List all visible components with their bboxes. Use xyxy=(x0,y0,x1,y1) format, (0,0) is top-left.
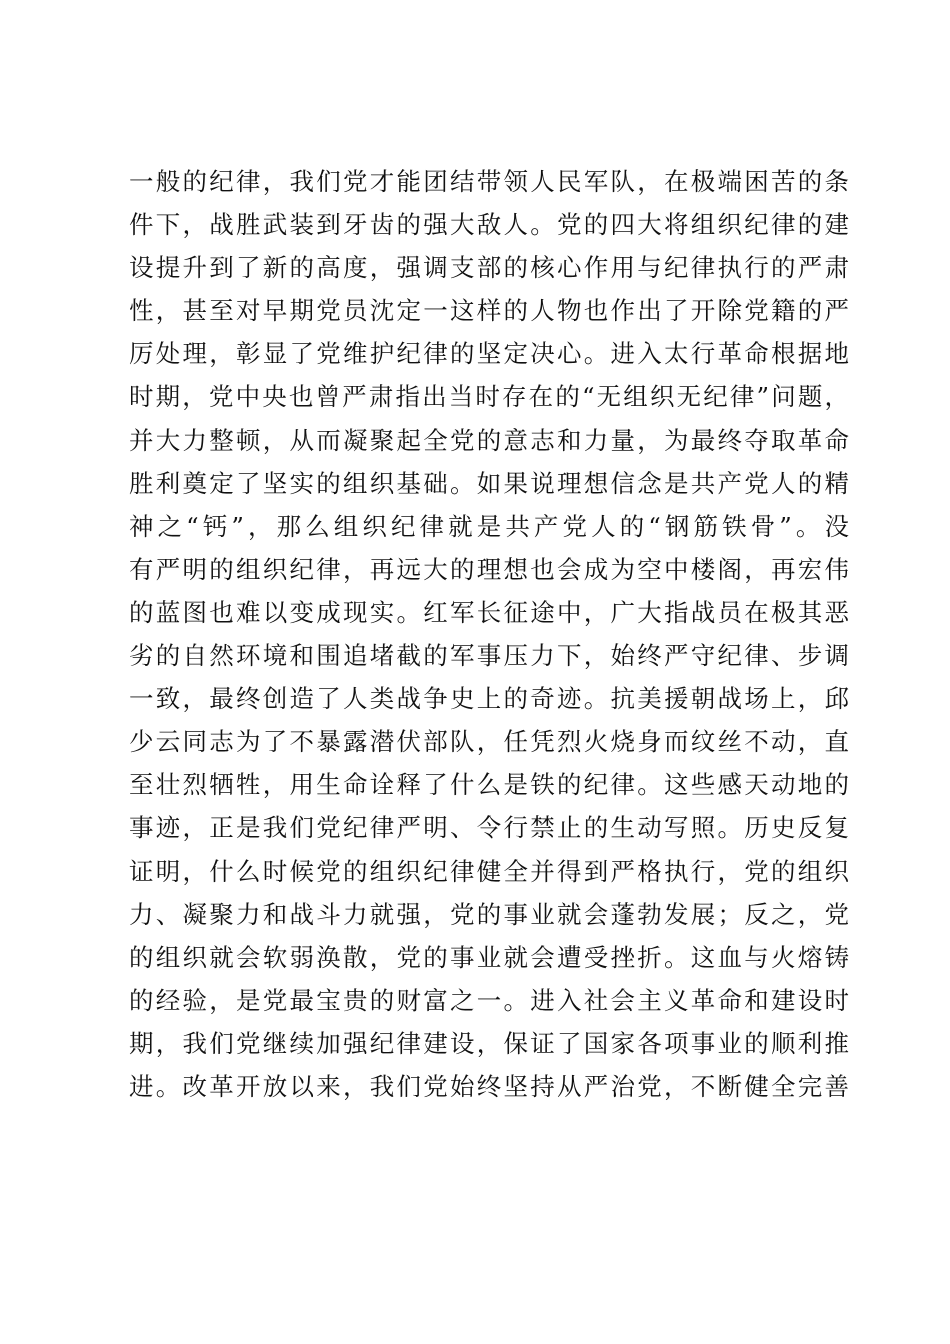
text-line: 进。改革开放以来，我们党始终坚持从严治党，不断健全完善 xyxy=(129,1071,849,1101)
text-line: 劣的自然环境和围追堵截的军事压力下，始终严守纪律、步调 xyxy=(129,641,849,671)
text-line: 性，甚至对早期党员沈定一这样的人物也作出了开除党籍的严 xyxy=(129,296,849,326)
text-line: 力、凝聚力和战斗力就强，党的事业就会蓬勃发展；反之，党 xyxy=(129,899,849,929)
text-line: 一致，最终创造了人类战争史上的奇迹。抗美援朝战场上，邱 xyxy=(129,684,849,714)
text-line: 一般的纪律，我们党才能团结带领人民军队，在极端困苦的条 xyxy=(129,167,849,196)
text-line: 有严明的组织纪律，再远大的理想也会成为空中楼阁，再宏伟 xyxy=(129,554,849,584)
body-text xyxy=(129,160,849,1108)
text-line: 的组织就会软弱涣散，党的事业就会遭受挫折。这血与火熔铸 xyxy=(129,942,849,972)
text-line: 设提升到了新的高度，强调支部的核心作用与纪律执行的严肃 xyxy=(129,253,849,283)
text-line: 件下，战胜武装到牙齿的强大敌人。党的四大将组织纪律的建 xyxy=(129,210,849,240)
text-line: 少云同志为了不暴露潜伏部队，任凭烈火烧身而纹丝不动，直 xyxy=(129,727,849,757)
text-line: 神之“钙”，那么组织纪律就是共产党人的“钢筋铁骨”。没 xyxy=(129,511,849,541)
text-line: 证明，什么时候党的组织纪律健全并得到严格执行，党的组织 xyxy=(129,856,849,886)
text-line: 的蓝图也难以变成现实。红军长征途中，广大指战员在极其恶 xyxy=(129,597,849,627)
text-line: 至壮烈牺牲，用生命诠释了什么是铁的纪律。这些感天动地的 xyxy=(129,770,849,800)
text-line: 厉处理，彰显了党维护纪律的坚定决心。进入太行革命根据地 xyxy=(129,339,849,369)
text-line: 时期，党中央也曾严肃指出当时存在的“无组织无纪律”问题， xyxy=(129,382,849,412)
text-line: 的经验，是党最宝贵的财富之一。进入社会主义革命和建设时 xyxy=(129,985,849,1015)
text-line: 期，我们党继续加强纪律建设，保证了国家各项事业的顺利推 xyxy=(129,1028,849,1058)
text-line: 并大力整顿，从而凝聚起全党的意志和力量，为最终夺取革命 xyxy=(129,425,849,455)
text-line: 胜利奠定了坚实的组织基础。如果说理想信念是共产党人的精 xyxy=(129,468,849,498)
text-line: 事迹，正是我们党纪律严明、令行禁止的生动写照。历史反复 xyxy=(129,813,849,843)
